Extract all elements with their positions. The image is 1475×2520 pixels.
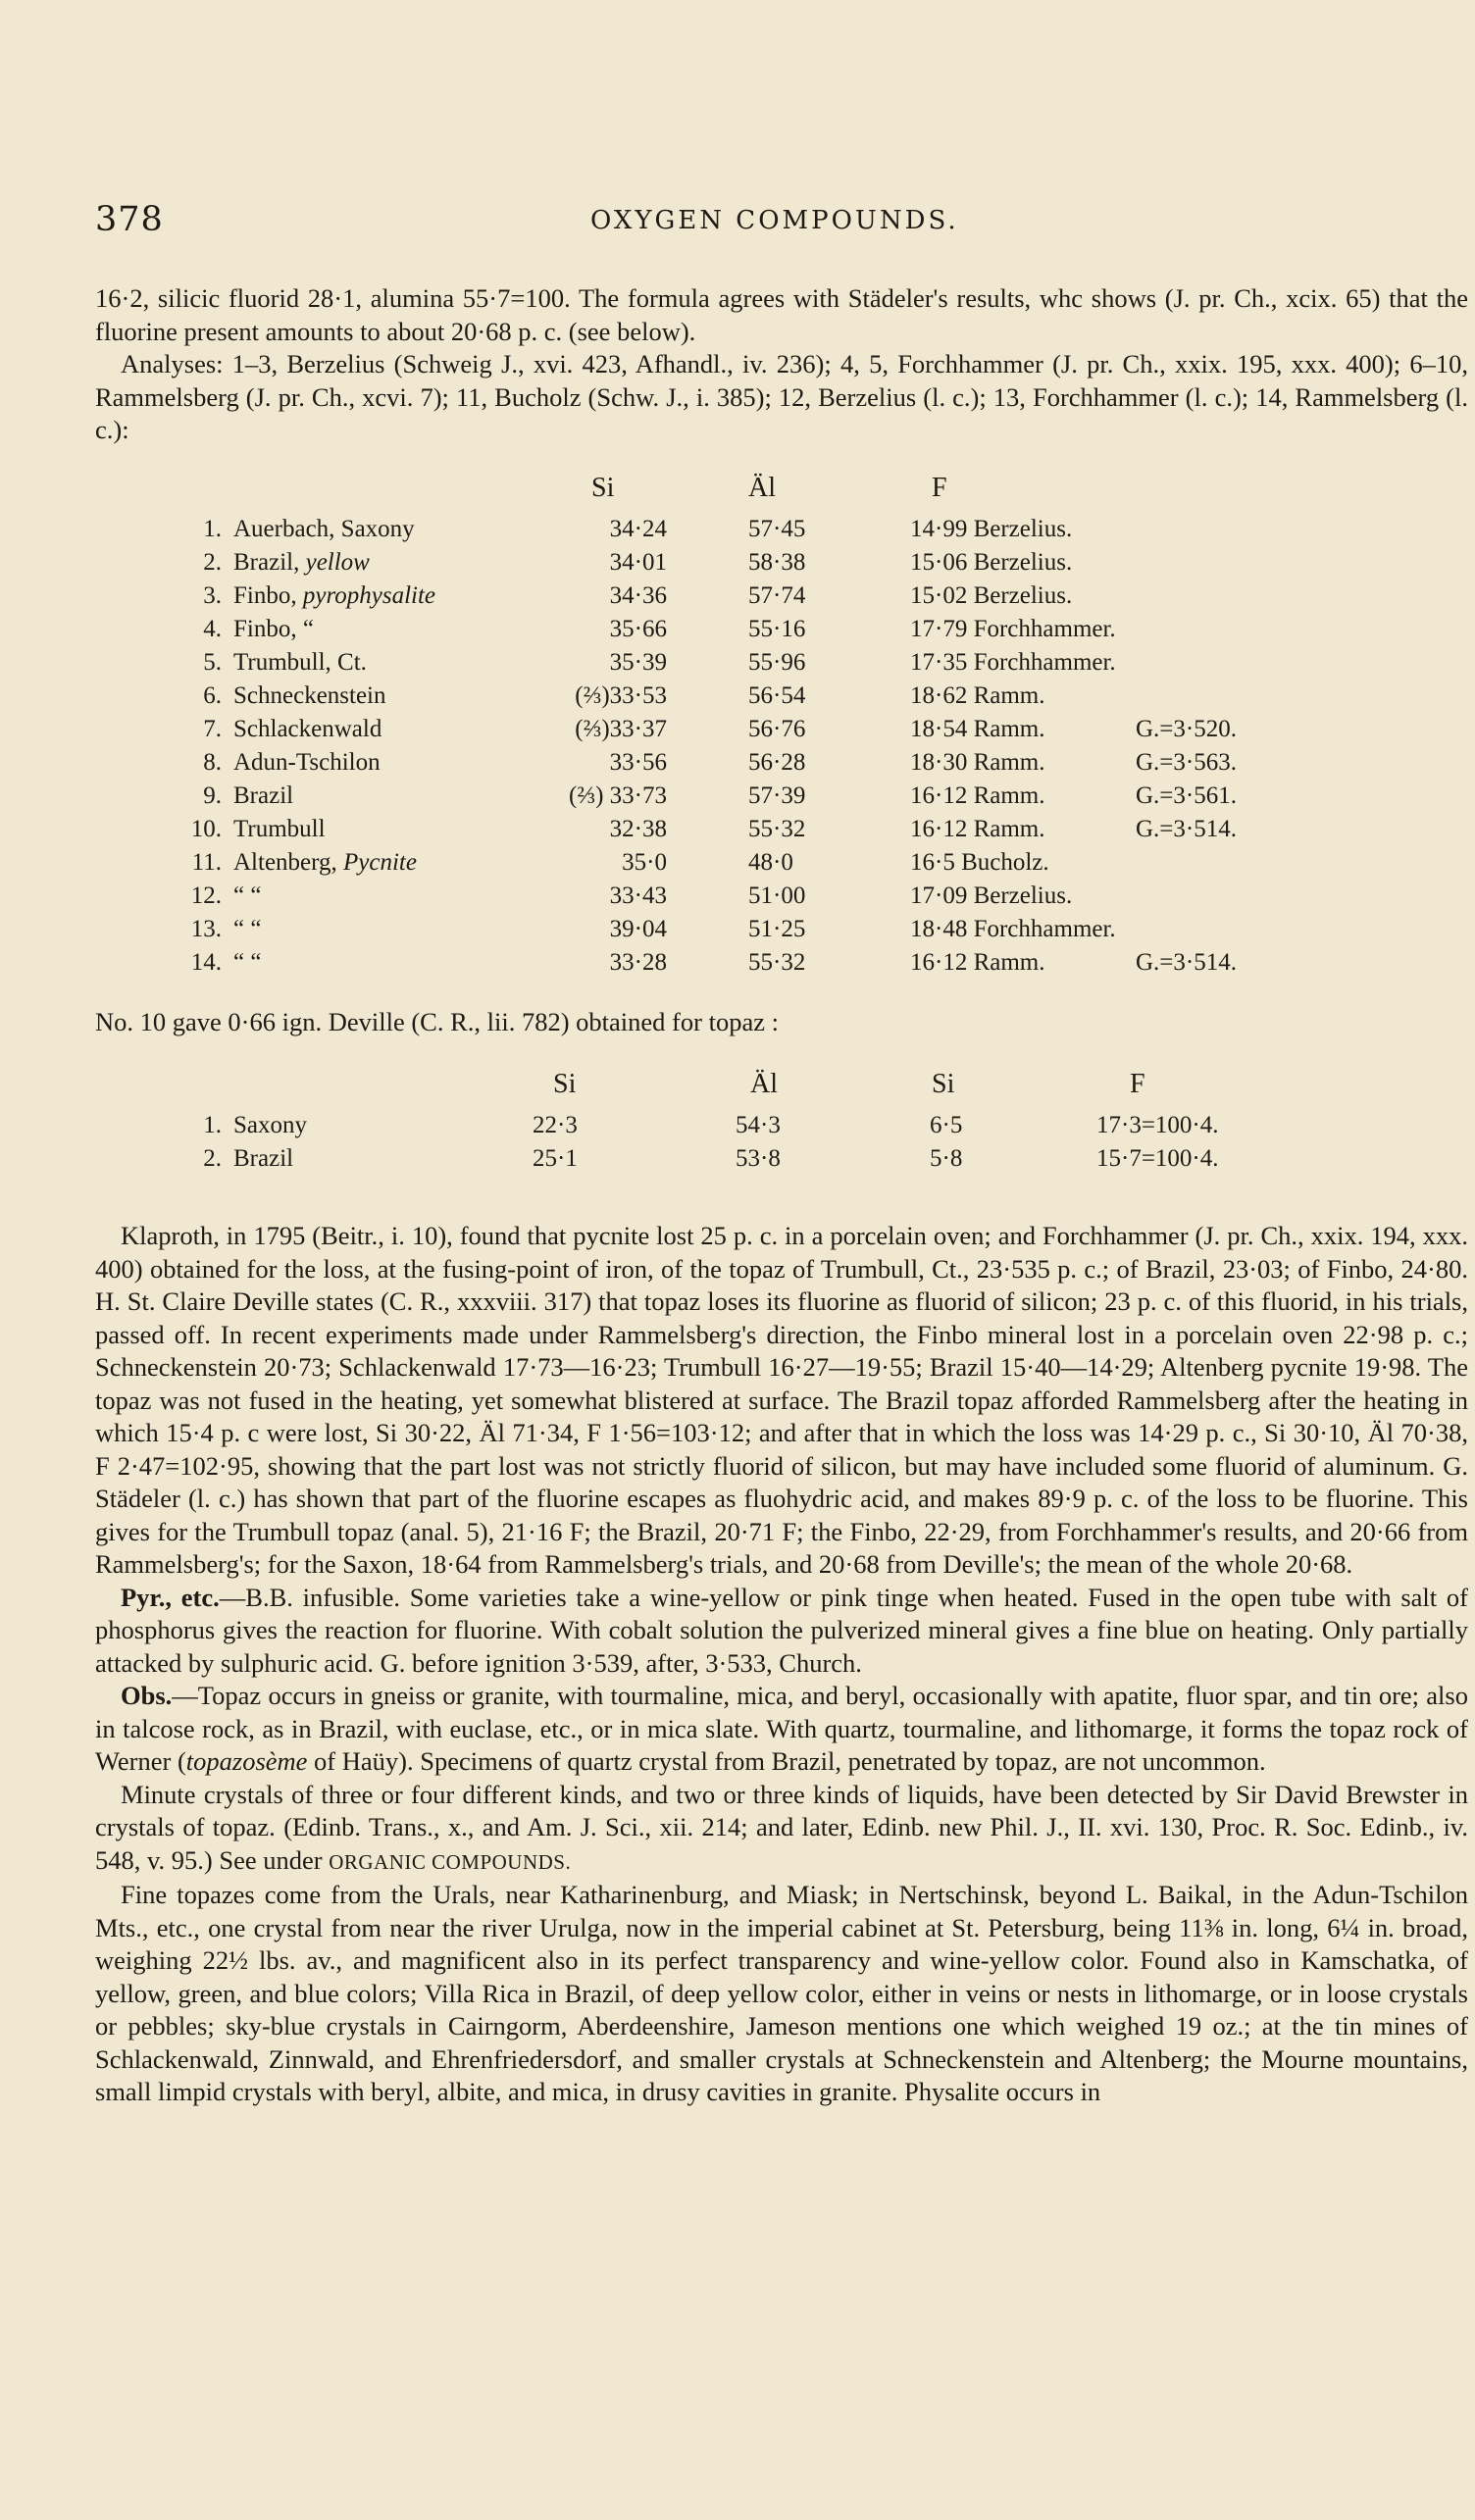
locality-name: “ “ [233,882,262,909]
deville-note: No. 10 gave 0·66 ign. Deville (C. R., lii. 782) obtained for topaz : [95,1007,779,1036]
locality [233,649,367,677]
header-f: F [1130,1069,1145,1099]
gravity-value: G.=3·561. [1136,782,1237,809]
locality-name: Brazil [233,1145,294,1172]
alumina-value: 57·74 [748,582,806,609]
header-f: F [932,473,947,503]
row-number: 13. [190,916,222,942]
row-number: 9. [203,782,222,809]
page-number: 378 [95,200,164,239]
locality-name: Finbo, [233,582,303,609]
locality [233,516,415,543]
localities-paragraph: Fine topazes come from the Urals, near Katharinenburg, and Miask; in Nertschinsk, beyond L. Baikal, in the Adun-Tschilon Mts., etc., one crystal from near the river Urulga, now in the imperial cabinet at St. Petersburg, being 11⅜ in. long, 6¼ in. broad, weighing 22½ lbs. av., and magnificent also in its perfect transparency and wine-yellow color. Found also in Kamschatka, of yellow, green, and blue colors; Villa Rica in Brazil, of deep yellow color, either in veins or nests in lithomarge, or in loose crystals or pebbles; sky-blue crystals in Cairngorm, Aberdeenshire, Jameson mentions one which weighed 19 oz.; at the tin mines of Schlackenwald, Zinnwald, and Ehrenfriedersdorf, and smaller crystals at Schneckenstein and Altenberg; the Mourne mountains, small limpid crystals with beryl, albite, and mica, in drusy cavities in granite. Physalite occurs in [95,1880,1468,2106]
alumina-value: 56·76 [748,716,806,742]
locality [233,949,261,977]
header-al: Äl [750,1069,778,1099]
obs-text-b: of Haüy). Specimens of quartz crystal from Brazil, penetrated by topaz, are not uncommon. [307,1746,1266,1776]
alumina-value: 55·32 [748,949,806,976]
fluorine-value: 18·62 Ramm. [910,682,1045,709]
alumina-value: 51·25 [748,916,806,942]
pyr-paragraph [95,1582,1468,1681]
silica-value: 34·01 [609,549,667,576]
organic-ref: ORGANIC COMPOUNDS. [329,1849,572,1874]
locality-variety: pyrophysalite [302,582,436,609]
alumina-value: 56·54 [748,682,806,709]
silica-value: 32·38 [609,816,667,842]
row-number: 14. [190,949,222,976]
silica-value: (⅔) 33·73 [569,782,667,809]
locality [233,749,381,777]
alumina-value: 57·39 [748,782,806,809]
obs-text-a: —Topaz occurs in gneiss or granite, with tourmaline, mica, and beryl, occasionally with apatite, fluor spar, and tin ore; also in talcose rock, as in Brazil, with euclase, etc., or in mica slate. With quartz, tourmaline, and lithomarge, it forms the topaz rock of Werner ( [95,1681,1468,1776]
silicon-value: 5·8 [930,1145,963,1172]
row-number: 10. [190,816,222,842]
silica-value: 33·28 [609,949,667,976]
row-number: 5. [203,649,222,676]
row-number: 8. [203,749,222,776]
fluorine-value: 17·3=100·4. [1096,1112,1219,1138]
pyr-text: —B.B. infusible. Some varieties take a wine-yellow or pink tinge when heated. Fused in the open tube with salt of phosphorus gives the reaction for fluorine. With cobalt solution the pulverized mineral gives a fine blue on heating. Only partially attacked by sulphuric acid. G. before ignition 3·539, after, 3·533, Church. [95,1582,1468,1678]
fluorine-value: 16·5 Bucholz. [910,849,1049,876]
silica-value: (⅔)33·53 [575,682,667,709]
row-number: 2. [203,549,222,576]
gravity-value: G.=3·520. [1136,716,1237,742]
locality-name: Trumbull, Ct. [233,649,367,676]
locality [233,682,386,710]
analyses-text: Analyses: 1–3, Berzelius (Schweig J., xvi. 423, Afhandl., iv. 236); 4, 5, Forchhammer (J. pr. Ch., xxix. 195, xxx. 400); 6–10, Rammelsberg (J. pr. Ch., xcvi. 7); 11, Bucholz (Schw. J., i. 385); 12, Berzelius (l. c.); 13, Forchhammer (l. c.); 14, Rammelsberg (l. c.): [95,349,1468,444]
fluorine-value: 15·02 Berzelius. [910,582,1073,609]
gravity-value: G.=3·563. [1136,749,1237,776]
body-text [95,1220,1468,2109]
alumina-value: 55·32 [748,816,806,842]
running-header [95,200,1468,239]
locality-name: Schlackenwald [233,716,382,742]
alumina-value: 55·96 [748,649,806,676]
fluorine-value: 17·79 Forchhammer. [910,616,1116,642]
alumina-value: 51·00 [748,882,806,909]
row-number: 11. [191,849,222,876]
running-title: OXYGEN COMPOUNDS. [590,206,959,235]
locality [233,716,381,743]
deville-table [186,1069,1383,1186]
locality-name: Finbo, “ [233,616,314,642]
row-number: 2. [203,1145,222,1172]
intro-text: 16·2, silicic fluorid 28·1, alumina 55·7=100. The formula agrees with Städeler's results, whc shows (J. pr. Ch., xcix. 65) that the fluorine present amounts to about 20·68 p. c. (see below). [95,283,1468,346]
locality-variety: yellow [305,549,370,576]
silica-value: 39·04 [609,916,667,942]
pyr-heading: Pyr., etc. [121,1582,220,1612]
fluorine-value: 16·12 Ramm. [910,782,1045,809]
silica-value: 34·36 [609,582,667,609]
locality [233,882,261,910]
fluorine-value: 18·54 Ramm. [910,716,1045,742]
alumina-value: 54·3 [736,1112,781,1138]
locality-name: Trumbull [233,816,326,842]
silica-value: 33·43 [609,882,667,909]
row-number: 6. [203,682,222,709]
silica-value: 35·39 [609,649,667,676]
locality-name: “ “ [233,949,262,976]
silica-value: 35·0 [622,849,667,876]
fluorine-value: 17·09 Berzelius. [910,882,1073,909]
locality [233,549,370,577]
header-al: Äl [748,473,776,503]
row-number: 3. [203,582,222,609]
locality-name: Brazil [233,782,294,809]
obs-italic: topazosème [185,1746,308,1776]
silica-value: 22·3 [533,1112,578,1138]
fluorine-value: 17·35 Forchhammer. [910,649,1116,676]
fluorine-value: 14·99 Berzelius. [910,516,1073,542]
intro-paragraph [95,282,1468,447]
locality-name: Schneckenstein [233,682,386,709]
row-number: 1. [203,516,222,542]
inclusions-text: Minute crystals of three or four different kinds, and two or three kinds of liquids, have been detected by Sir David Brewster in crystals of topaz. (Edinb. Trans., x., and Am. J. Sci., xii. 214; and later, Edinb. new Phil. J., II. xvi. 130, Proc. R. Soc. Edinb., iv. 548, v. 95.) See under [95,1779,1468,1875]
locality-name: Altenberg, [233,849,344,876]
silica-value: 35·66 [609,616,667,642]
locality [233,582,435,610]
locality [233,782,293,810]
locality-name: “ “ [233,916,262,942]
locality [233,816,326,843]
alumina-value: 58·38 [748,549,806,576]
locality-name: Saxony [233,1112,307,1138]
silica-value: 33·56 [609,749,667,776]
silica-value: 25·1 [533,1145,578,1172]
alumina-value: 57·45 [748,516,806,542]
alumina-value: 56·28 [748,749,806,776]
row-number: 4. [203,616,222,642]
gravity-value: G.=3·514. [1136,816,1237,842]
silicon-value: 6·5 [930,1112,963,1138]
gravity-value: G.=3·514. [1136,949,1237,976]
locality-name: Adun-Tschilon [233,749,381,776]
locality-variety: Pycnite [343,849,417,876]
fluorine-value: 16·12 Ramm. [910,816,1045,842]
alumina-value: 55·16 [748,616,806,642]
silica-value: (⅔)33·37 [575,716,667,742]
obs-heading: Obs. [121,1681,173,1710]
alumina-value: 48·0 [748,849,793,876]
fluorine-value: 18·48 Forchhammer. [910,916,1116,942]
row-number: 1. [203,1112,222,1138]
fluorine-value: 15·06 Berzelius. [910,549,1073,576]
header-si: Si [591,473,615,503]
fluorine-value: 16·12 Ramm. [910,949,1045,976]
locality-name: Auerbach, Saxony [233,516,415,542]
locality [233,849,417,877]
analyses-table [186,473,1383,983]
locality [233,616,314,643]
fluorine-value: 18·30 Ramm. [910,749,1045,776]
locality-name: Brazil, [233,549,306,576]
klaproth-paragraph: Klaproth, in 1795 (Beitr., i. 10), found that pycnite lost 25 p. c. in a porcelain oven; and Forchhammer (J. pr. Ch., xxix. 194, xxx. 400) obtained for the loss, at the fusing-point of iron, of the topaz of Trumbull, Ct., 23·535 p. c.; of Brazil, 23·03; of Finbo, 24·80. H. St. Claire Deville states (C. R., xxxviii. 317) that topaz loses its fluorine as fluorid of silicon; 23 p. c. of this fluorid, in his trials, passed off. In recent experiments made under Rammelsberg's direction, the Finbo mineral lost in a porcelain oven 22·98 p. c.; Schneckenstein 20·73; Schlackenwald 17·73—16·23; Trumbull 16·27—19·55; Brazil 15·40—14·29; Altenberg pycnite 19·98. The topaz was not fused in the heating, yet somewhat blistered at surface. The Brazil topaz afforded Rammelsberg after the heating in which 15·4 p. c were lost, Si 30·22, Äl 71·34, F 1·56=103·12; and after that in which the loss was 14·29 p. c., Si 30·10, Äl 70·38, F 2·47=102·95, showing that the part lost was not strictly fluorid of silicon, but may have included some fluorid of aluminum. G. Städeler (l. c.) has shown that part of the fluorine escapes as fluohydric acid, and makes 89·9 p. c. of the loss to be fluorine. This gives for the Trumbull topaz (anal. 5), 21·16 F; the Brazil, 20·71 F; the Finbo, 22·29, from Forchhammer's results, and 20·66 from Rammelsberg's; for the Saxon, 18·64 from Rammelsberg's trials, and 20·68 from Deville's; the mean of the whole 20·68. [95,1221,1468,1579]
row-number: 7. [203,716,222,742]
locality [233,916,261,943]
alumina-value: 53·8 [736,1145,781,1172]
fluorine-value: 15·7=100·4. [1096,1145,1219,1172]
obs-paragraph [95,1680,1468,1779]
silica-value: 34·24 [609,516,667,542]
header-si-2: Si [932,1069,955,1099]
inclusions-paragraph [95,1779,1468,1880]
row-number: 12. [190,882,222,909]
header-si: Si [553,1069,577,1099]
